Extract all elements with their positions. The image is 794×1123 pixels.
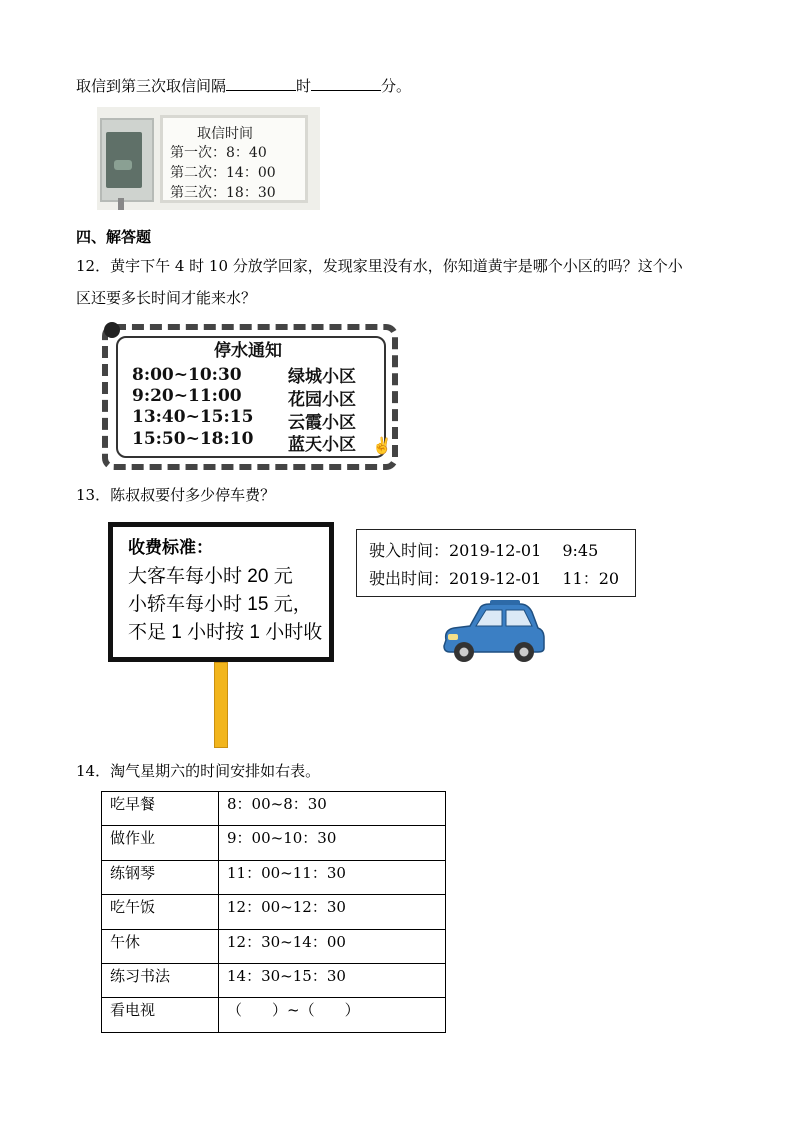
table-row	[102, 929, 446, 963]
section-title: 四、解答题	[76, 228, 152, 246]
fee-sign-line: 不足 1 小时按 1 小时收	[128, 622, 323, 643]
activity-cell: 吃早餐	[102, 792, 219, 826]
activity-cell: 看电视	[102, 998, 219, 1032]
outage-time: 8:00~10:30	[132, 365, 242, 385]
car-icon	[440, 600, 548, 666]
pickup-time-row: 第三次：18：30	[170, 185, 276, 201]
table-row	[102, 895, 446, 929]
fee-sign-line: 大客车每小时 20 元	[128, 566, 293, 587]
enter-time: 驶入时间：2019-12-01 9:45	[369, 541, 599, 560]
mailbox-icon	[106, 132, 142, 188]
activity-cell: 午休	[102, 929, 219, 963]
fee-sign-heading: 收费标准：	[128, 538, 213, 558]
activity-cell: 练习书法	[102, 963, 219, 997]
table-row	[102, 860, 446, 894]
outage-time: 15:50~18:10	[132, 429, 254, 449]
q12-line-2: 区还要多长时间才能来水？	[76, 289, 257, 307]
pickup-time-row: 第二次：14：00	[170, 165, 276, 181]
q13-question: 13．陈叔叔要付多少停车费？	[76, 486, 276, 504]
q11-unit-min: 分。	[381, 77, 412, 95]
activity-cell: 吃午饭	[102, 895, 219, 929]
pickup-time-title: 取信时间	[197, 126, 253, 142]
fee-sign-pole	[214, 662, 228, 748]
time-cell: 11：00~11：30	[219, 860, 446, 894]
outage-area: 蓝天小区	[288, 435, 356, 455]
activity-cell: 练钢琴	[102, 860, 219, 894]
mailbox-leg	[118, 198, 124, 210]
outage-time: 13:40~15:15	[132, 407, 254, 427]
table-row	[102, 826, 446, 860]
fee-sign-line: 小轿车每小时 15 元，	[128, 594, 312, 615]
time-cell: 8：00~8：30	[219, 792, 446, 826]
time-cell[interactable]: （ ）~（ ）	[219, 998, 446, 1032]
outage-area: 绿城小区	[288, 367, 356, 387]
table-row	[102, 792, 446, 826]
time-cell: 9：00~10：30	[219, 826, 446, 860]
outage-time: 9:20~11:00	[132, 386, 242, 406]
time-cell: 12：30~14：00	[219, 929, 446, 963]
exit-time: 驶出时间：2019-12-01 11：20	[369, 569, 620, 588]
q11-unit-hour: 时	[296, 77, 312, 95]
q14-question: 14．淘气星期六的时间安排如右表。	[76, 762, 321, 780]
outage-area: 云霞小区	[288, 413, 356, 433]
time-cell: 14：30~15：30	[219, 963, 446, 997]
time-cell: 12：00~12：30	[219, 895, 446, 929]
answer-blank-minutes[interactable]	[311, 76, 381, 91]
activity-cell: 做作业	[102, 826, 219, 860]
pickup-time-row: 第一次：8：40	[170, 145, 267, 161]
q11-prefix: 取信到第三次取信间隔	[76, 77, 227, 95]
answer-blank-hours[interactable]	[226, 76, 296, 91]
q11-question-line	[76, 76, 411, 96]
outage-area: 花园小区	[288, 390, 356, 410]
schedule-table	[101, 791, 446, 1033]
doodle-icon: ✌	[372, 436, 392, 455]
water-notice-title: 停水通知	[214, 341, 282, 361]
table-row	[102, 998, 446, 1032]
cartoon-face-icon	[104, 322, 120, 338]
q12-line-1: 12．黄宇下午 4 时 10 分放学回家，发现家里没有水，你知道黄宇是哪个小区的吗？这个小	[76, 257, 683, 275]
table-row	[102, 963, 446, 997]
